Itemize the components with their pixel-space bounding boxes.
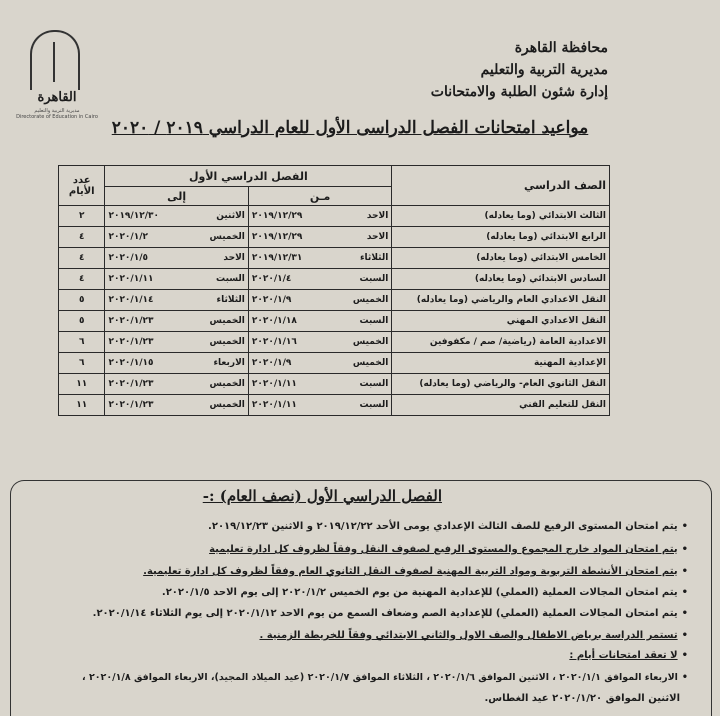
cell-part: الخميس (352, 358, 389, 368)
cell-part: ٢٠٢٠/١/١٥ (108, 358, 154, 368)
to-cell (105, 206, 248, 227)
days-cell: ١١ (59, 395, 105, 416)
note-item: •يتم امتحان المواد خارج المجموع والمستوى الرفيع لصفوف النقل وفقاً لظروف كل ادارة تعليمية (209, 544, 688, 555)
from-cell (248, 290, 391, 311)
cell-part: السبت (359, 400, 389, 410)
from-cell (248, 395, 391, 416)
header-governorate: محافظة القاهرة (514, 40, 608, 56)
cell-part: السبت (359, 274, 389, 284)
days-cell: ٤ (59, 248, 105, 269)
table-row (59, 353, 610, 374)
table-row (59, 248, 610, 269)
col-header-days: عدد الأيام (59, 166, 105, 206)
exam-schedule-table (58, 165, 610, 416)
cell-part: ٢٠٢٠/١/٩ (251, 358, 292, 368)
directorate-logo (16, 30, 98, 120)
note-item: •الاربعاء الموافق ٢٠٢٠/١/١ ، الاثنين الموافق ٢٠٢٠/١/٦ ، الثلاثاء الموافق ٢٠٢٠/١/٧ (عيد الميلاد المجيد)، الاربعاء الموافق ٢٠٢٠/١/٨ ، (82, 672, 688, 683)
grade-cell: الإعدادية المهنية (392, 353, 610, 374)
note-item: •يتم امتحان المجالات العملية (العملي) للإعدادية الصم وضعاف السمع من يوم الاحد ٢٠٢٠/١/١٢ إلى يوم الثلاثاء ٢٠٢٠/١/١٤. (92, 608, 688, 619)
from-cell (248, 353, 391, 374)
days-cell: ٤ (59, 227, 105, 248)
days-cell: ٥ (59, 290, 105, 311)
cell-part: ٢٠٢٠/١/١١ (251, 400, 297, 410)
cell-part: الاربعاء (213, 358, 245, 368)
from-cell (248, 269, 391, 290)
grade-cell: النقل الاعدادي العام والرياضي (وما يعادله) (392, 290, 610, 311)
note-item: •يتم امتحان المجالات العملية (العملي) للإعدادية المهنية من يوم الخميس ٢٠٢٠/١/٢ إلى يوم الاحد ٢٠٢٠/١/٥. (161, 587, 688, 598)
to-cell (105, 248, 248, 269)
note-item: •لا تعقد امتحانات أيام : (569, 650, 688, 661)
cell-part: الاحد (366, 211, 389, 221)
table-row (59, 311, 610, 332)
note-item: •يتم امتحان المستوى الرفيع للصف الثالث الإعدادي يومى الأحد ٢٠١٩/١٢/٢٢ و الاثنين ٢٠١٩/١٢/٢٣. (208, 521, 688, 532)
cell-part: الخميس (209, 316, 245, 326)
cell-part: ٢٠٢٠/١/١٤ (108, 295, 154, 305)
note-item: الاثنين الموافق ٢٠٢٠/١/٢٠ عيد الغطاس. (484, 693, 680, 704)
days-cell: ٤ (59, 269, 105, 290)
grade-cell: الرابع الابتدائي (وما يعادله) (392, 227, 610, 248)
grade-cell: السادس الابتدائي (وما يعادله) (392, 269, 610, 290)
grade-cell: الثالث الابتدائي (وما يعادله) (392, 206, 610, 227)
cell-part: ٢٠٢٠/١/٢٣ (108, 379, 154, 389)
table-row (59, 374, 610, 395)
schedule-rows (59, 206, 610, 416)
cell-part: الثلاثاء (216, 295, 245, 305)
grade-cell: النقل الاعدادي المهني (392, 311, 610, 332)
table-row (59, 206, 610, 227)
grade-cell: الاعدادية العامة (رياضية/ صم / مكفوفين (392, 332, 610, 353)
days-cell: ٦ (59, 353, 105, 374)
grade-cell: الخامس الابتدائي (وما يعادله) (392, 248, 610, 269)
cell-part: ٢٠٢٠/١/١٦ (251, 337, 297, 347)
grade-cell: النقل الثانوي العام- والرياضي (وما يعادله) (392, 374, 610, 395)
table-row (59, 332, 610, 353)
from-cell (248, 206, 391, 227)
from-cell (248, 311, 391, 332)
cell-part: ٢٠١٩/١٢/٣١ (251, 253, 303, 263)
days-cell: ٥ (59, 311, 105, 332)
cell-part: الاحد (366, 232, 389, 242)
cell-part: ٢٠٢٠/١/٢٣ (108, 337, 154, 347)
to-cell (105, 395, 248, 416)
cell-part: ٢٠٢٠/١/٢ (108, 232, 148, 242)
table-row (59, 395, 610, 416)
days-cell: ١١ (59, 374, 105, 395)
to-cell (105, 374, 248, 395)
to-cell (105, 290, 248, 311)
cell-part: الاحد (223, 253, 245, 263)
cell-part: ٢٠١٩/١٢/٢٩ (251, 232, 303, 242)
from-cell (248, 248, 391, 269)
table-row (59, 269, 610, 290)
cell-part: الخميس (352, 337, 389, 347)
from-cell (248, 332, 391, 353)
note-item: •تستمر الدراسة برياض الاطفال والصف الاول والثاني الابتدائي وفقاً للخريطة الزمنية . (259, 630, 688, 641)
to-cell (105, 269, 248, 290)
cell-part: ٢٠٢٠/١/٩ (251, 295, 292, 305)
cell-part: ٢٠٢٠/١/٢٣ (108, 400, 154, 410)
logo-arch-icon (30, 30, 80, 90)
note-item: •يتم امتحان الأنشطة التربوية ومواد التربية المهنية لصفوف النقل الثانوي العام وفقاً لظروف كل ادارة تعليمية. (143, 566, 688, 577)
cell-part: ٢٠٢٠/١/٤ (251, 274, 292, 284)
table-row (59, 227, 610, 248)
logo-name: القاهرة (37, 90, 77, 105)
col-header-term: الفصل الدراسي الأول (105, 166, 392, 187)
cell-part: ٢٠٢٠/١/٢٣ (108, 316, 154, 326)
cell-part: السبت (359, 316, 389, 326)
from-cell (248, 374, 391, 395)
cell-part: الخميس (209, 400, 245, 410)
page-title: مواعيد امتحانات الفصل الدراسى الأول للعام الدراسي ٢٠١٩ / ٢٠٢٠ (111, 118, 589, 138)
cell-part: ٢٠٢٠/١/١١ (251, 379, 297, 389)
cell-part: ٢٠٢٠/١/١١ (108, 274, 154, 284)
days-cell: ٢ (59, 206, 105, 227)
days-cell: ٦ (59, 332, 105, 353)
header-directorate: مديرية التربية والتعليم (480, 62, 608, 78)
section-title: الفصل الدراسي الأول (نصف العام) :- (202, 487, 442, 505)
cell-part: الخميس (209, 379, 245, 389)
to-cell (105, 227, 248, 248)
cell-part: السبت (359, 379, 389, 389)
cell-part: الخميس (209, 337, 245, 347)
cell-part: الثلاثاء (359, 253, 389, 263)
cell-part: ٢٠١٩/١٢/٢٩ (251, 211, 303, 221)
cell-part: الخميس (352, 295, 389, 305)
to-cell (105, 311, 248, 332)
table-row (59, 290, 610, 311)
header-department: إدارة شئون الطلبة والامتحانات (430, 84, 608, 100)
cell-part: السبت (216, 274, 245, 284)
cell-part: الاثنين (216, 211, 245, 221)
cell-part: الخميس (209, 232, 245, 242)
col-header-from: مـن (248, 187, 391, 206)
col-header-grade: الصف الدراسي (392, 166, 610, 206)
cell-part: ٢٠٢٠/١/٥ (108, 253, 148, 263)
grade-cell: النقل للتعليم الفني (392, 395, 610, 416)
cell-part: ٢٠٢٠/١/١٨ (251, 316, 297, 326)
logo-subtitle: مديرية التربية والتعليم Directorate of Education in Cairo (16, 108, 98, 120)
from-cell (248, 227, 391, 248)
cell-part: ٢٠١٩/١٢/٣٠ (108, 211, 159, 221)
to-cell (105, 353, 248, 374)
col-header-to: إلى (105, 187, 248, 206)
to-cell (105, 332, 248, 353)
